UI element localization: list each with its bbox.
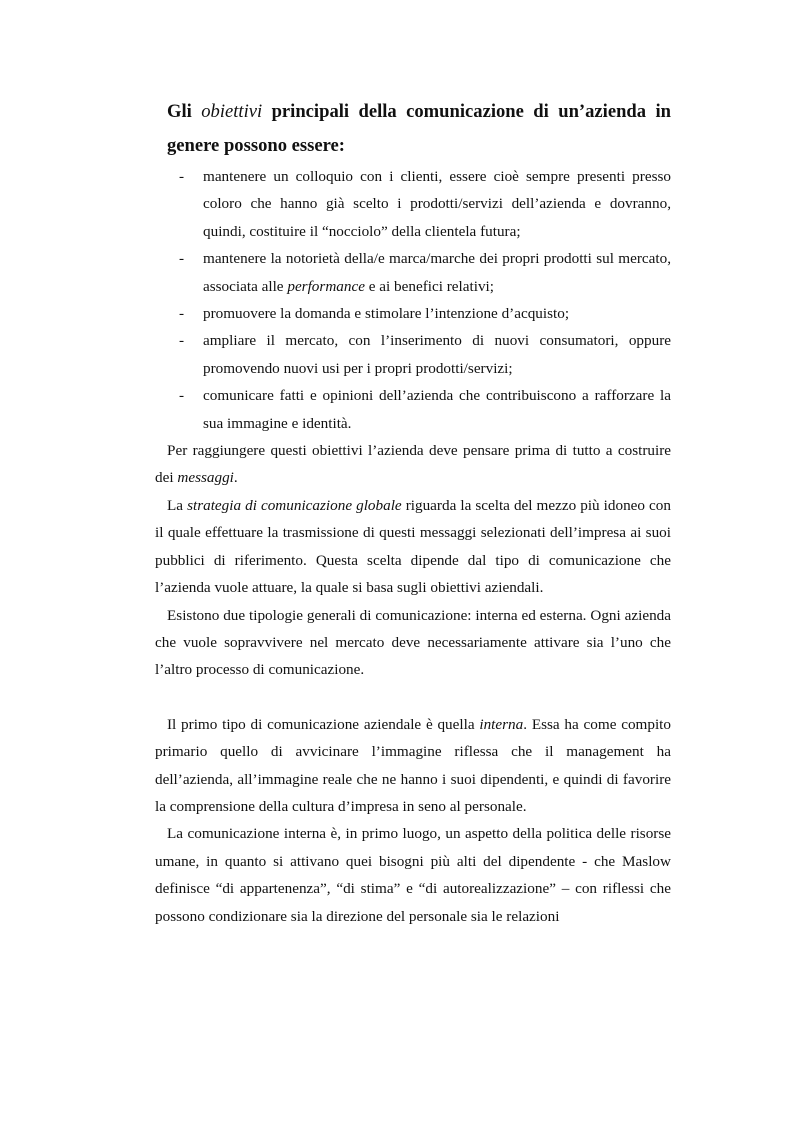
list-bullet: - <box>179 305 185 323</box>
paragraph-spacer <box>155 684 671 711</box>
objectives-list <box>155 163 671 437</box>
paragraph: Esistono due tipologie generali di comunicazione: interna ed esterna. Ogni azienda che vuole sopravvivere nel mercato deve necessariamente attivare sia l’uno che l’altro processo di comunicazione. <box>155 606 671 679</box>
paragraph: La strategia di comunicazione globale riguarda la scelta del mezzo più idoneo con il quale effettuare la trasmissione di questi messaggi selezionati dell’impresa ai suoi pubblici di riferimento. Questa scelta dipende dal tipo di comunicazione che l’azienda vuole attuare, la quale si basa sugli obiettivi aziendali. <box>155 496 671 597</box>
list-bullet: - <box>179 387 185 405</box>
section-heading: Gli obiettivi principali della comunicazione di un’azienda in genere possono essere: <box>167 101 671 156</box>
list-item: - ampliare il mercato, con l’inserimento di nuovi consumatori, oppure promovendo nuovi usi per i propri prodotti/servizi; <box>155 327 671 382</box>
list-item: - mantenere la notorietà della/e marca/marche dei propri prodotti sul mercato, associata alle performance e ai benefici relativi; <box>155 245 671 300</box>
document-page <box>155 95 671 930</box>
list-bullet: - <box>179 168 185 185</box>
paragraph: La comunicazione interna è, in primo luogo, un aspetto della politica delle risorse umane, in quanto si attivano quei bisogni più alti del dipendente - che Maslow definisce “di appartenenza”, “di stima” e “di autorealizzazione” – con riflessi che possono condizionare sia la direzione del personale sia le relazioni <box>155 825 671 925</box>
list-bullet: - <box>179 250 185 268</box>
list-bullet: - <box>179 332 185 350</box>
list-item: - promuovere la domanda e stimolare l’intenzione d’acquisto; <box>155 300 671 327</box>
list-item: - mantenere un colloquio con i clienti, essere cioè sempre presenti presso coloro che hanno già scelto i prodotti/servizi dell’azienda e dovranno, quindi, costituire il “nocciolo” della clientela futura; <box>155 163 671 245</box>
list-item: - comunicare fatti e opinioni dell’azienda che contribuiscono a rafforzare la sua immagine e identità. <box>155 382 671 437</box>
paragraph: Il primo tipo di comunicazione aziendale è quella interna. Essa ha come compito primario quello di avvicinare l’immagine riflessa che il management ha dell’azienda, all’immagine reale che ne hanno i suoi dipendenti, e quindi di favorire la comprensione della cultura d’impresa in seno al personale. <box>155 715 671 815</box>
paragraph: Per raggiungere questi obiettivi l’azienda deve pensare prima di tutto a costruire dei messaggi. <box>155 442 671 487</box>
